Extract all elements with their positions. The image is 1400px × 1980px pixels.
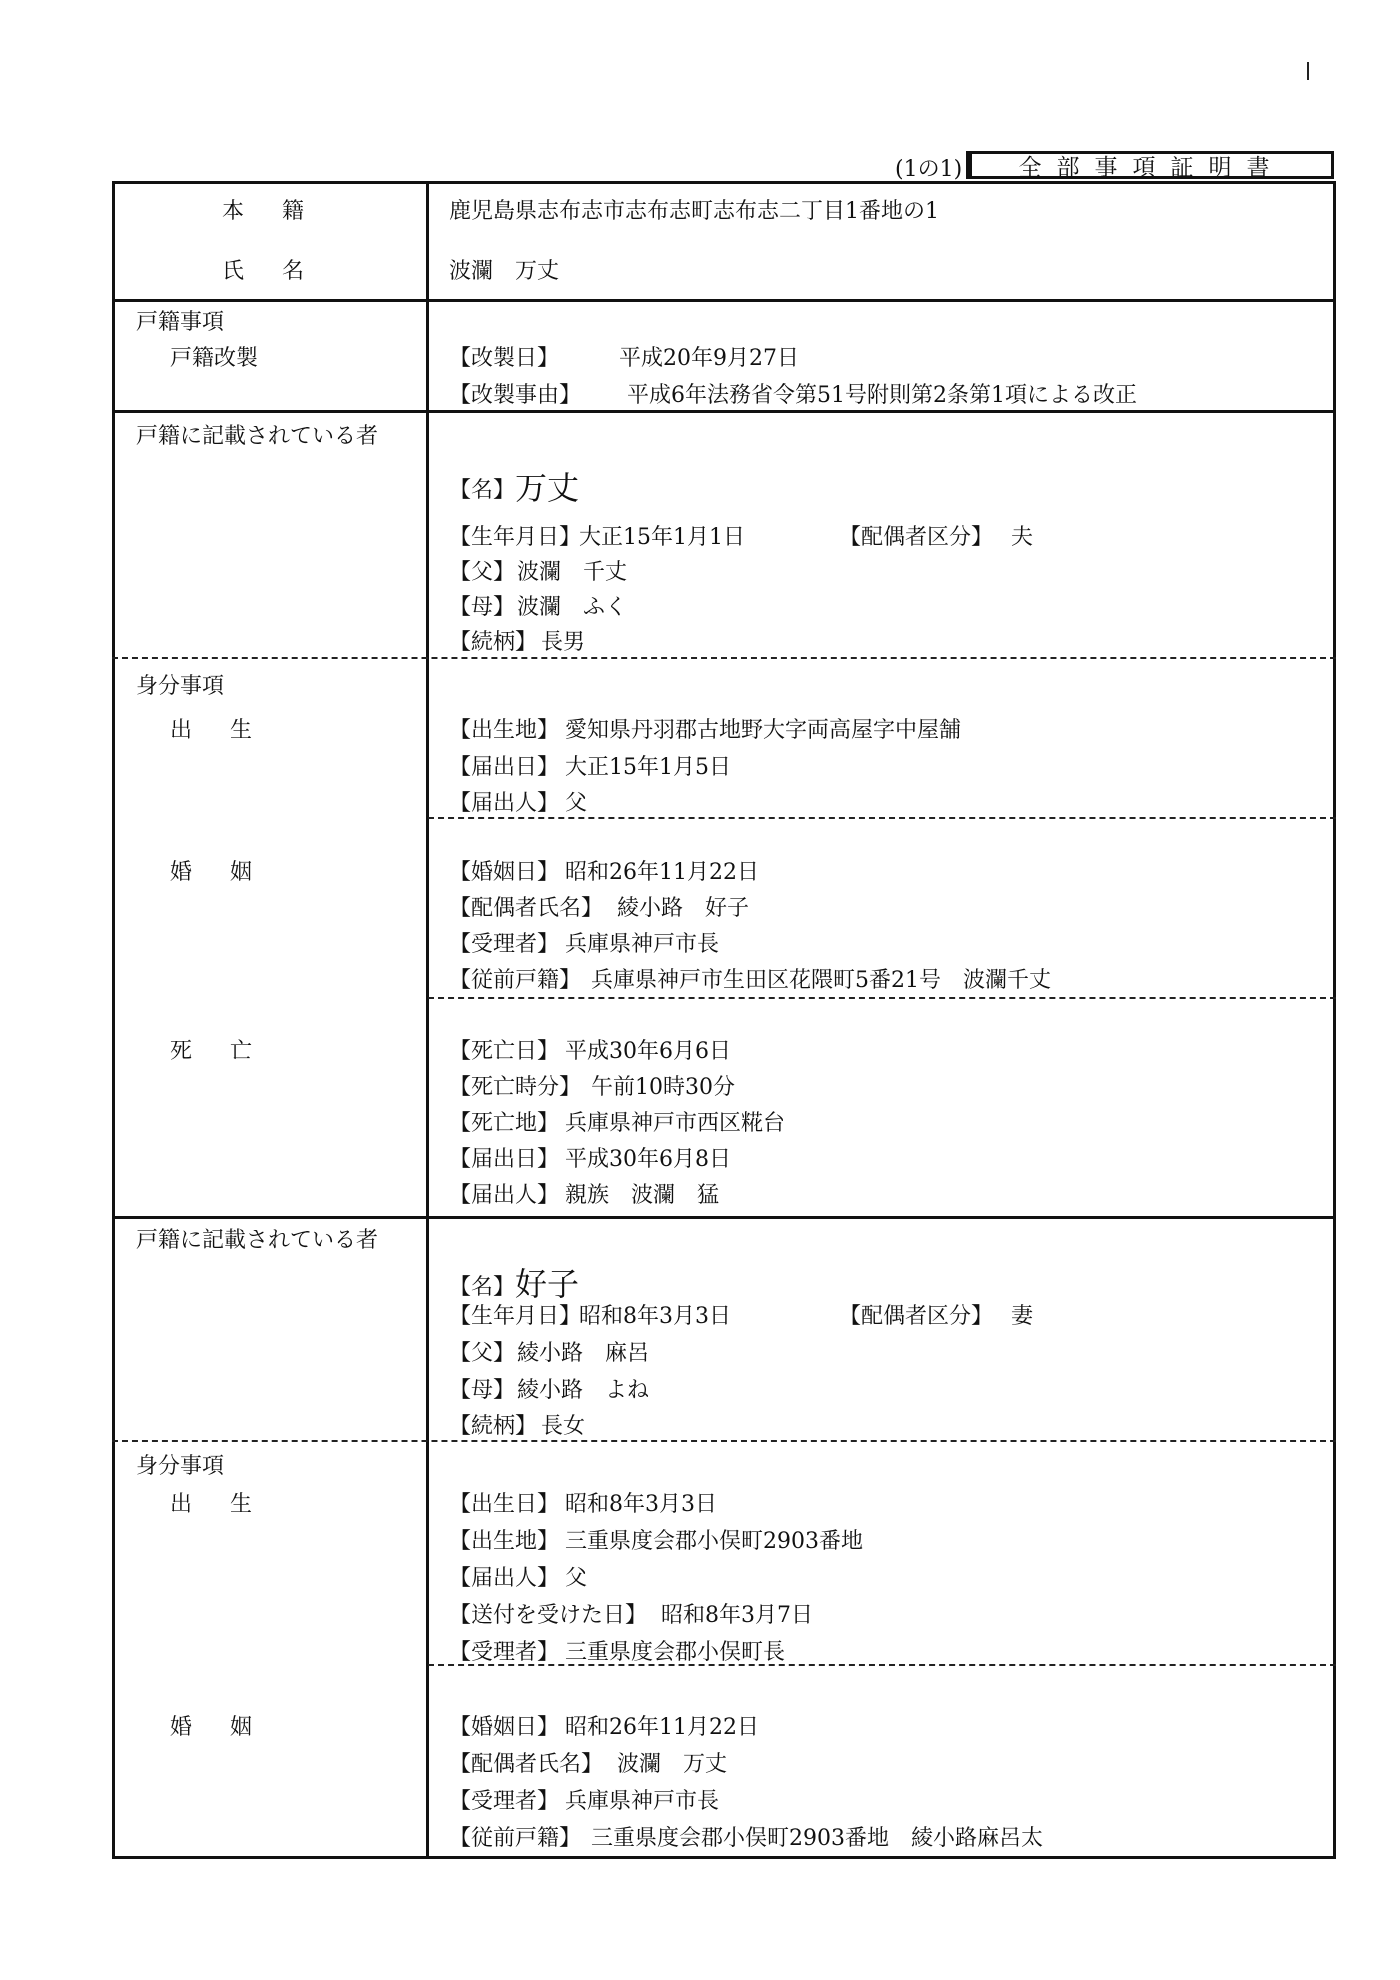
- koseki-jiko-label: 戸籍事項: [136, 310, 225, 335]
- person1-father-value: 波瀾 千丈: [517, 560, 628, 585]
- kaisei-reason-key: 【改製事由】: [449, 383, 582, 408]
- p2-birth-date-value: 昭和8年3月3日: [565, 1492, 717, 1517]
- person1-death-event-label: 死亡: [170, 1039, 291, 1064]
- person1-mother-key: 【母】: [449, 595, 516, 620]
- person2-mother-key: 【母】: [449, 1378, 516, 1403]
- page-number: (1の1): [895, 157, 963, 182]
- p2-marriage-receiver-value: 兵庫県神戸市長: [565, 1789, 720, 1814]
- p2-birth-sent-key: 【送付を受けた日】: [449, 1603, 648, 1628]
- dash-person1-status: [112, 657, 1336, 659]
- shimei-value: 波瀾 万丈: [449, 259, 560, 284]
- p1-death-notify-date-key: 【届出日】: [449, 1147, 560, 1172]
- honseki-label: 本籍: [222, 199, 343, 224]
- person2-birth-key: 【生年月日】: [449, 1304, 582, 1329]
- p2-marriage-date-value: 昭和26年11月22日: [565, 1715, 759, 1740]
- p2-marriage-prev-key: 【従前戸籍】: [449, 1826, 582, 1851]
- rule-after-header: [112, 299, 1336, 302]
- p1-death-place-key: 【死亡地】: [449, 1111, 560, 1136]
- p2-marriage-prev-value: 三重県度会郡小俣町2903番地 綾小路麻呂太: [591, 1826, 1043, 1851]
- p1-marriage-date-value: 昭和26年11月22日: [565, 860, 759, 885]
- kaisei-reason-value: 平成6年法務省令第51号附則第2条第1項による改正: [627, 383, 1137, 408]
- p1-death-time-value: 午前10時30分: [591, 1075, 735, 1100]
- p2-birth-notifier-key: 【届出人】: [449, 1566, 560, 1591]
- p2-birth-sent-value: 昭和8年3月7日: [661, 1603, 813, 1628]
- koseki-kaisei-label: 戸籍改製: [170, 346, 259, 371]
- person1-father-key: 【父】: [449, 560, 516, 585]
- p2-birth-place-key: 【出生地】: [449, 1529, 560, 1554]
- person1-name-value: 万丈: [515, 469, 580, 507]
- person2-spouse-key: 【配偶者区分】: [839, 1304, 994, 1329]
- person2-father-key: 【父】: [449, 1341, 516, 1366]
- person2-status-label: 身分事項: [136, 1454, 225, 1479]
- dash-person1-marriage: [428, 817, 1336, 819]
- p2-marriage-spouse-value: 波瀾 万丈: [617, 1752, 728, 1777]
- p2-birth-date-key: 【出生日】: [449, 1492, 560, 1517]
- p1-death-notifier-key: 【届出人】: [449, 1183, 560, 1208]
- person1-relation-value: 長男: [541, 630, 586, 655]
- p1-marriage-spouse-key: 【配偶者氏名】: [449, 896, 604, 921]
- p1-birth-notifier-value: 父: [565, 791, 588, 816]
- corner-mark: [1307, 62, 1309, 80]
- kaisei-date-key: 【改製日】: [449, 346, 560, 371]
- p1-death-date-key: 【死亡日】: [449, 1039, 560, 1064]
- dash-person2-status: [112, 1440, 1336, 1442]
- p1-death-time-key: 【死亡時分】: [449, 1075, 582, 1100]
- person2-birth-value: 昭和8年3月3日: [579, 1304, 731, 1329]
- person2-section-label: 戸籍に記載されている者: [136, 1228, 379, 1253]
- shimei-label: 氏名: [222, 259, 343, 284]
- p2-birth-receiver-key: 【受理者】: [449, 1640, 560, 1665]
- p1-death-notifier-value: 親族 波瀾 猛: [565, 1183, 720, 1208]
- rule-after-koseki-jiko: [112, 410, 1336, 413]
- p1-marriage-date-key: 【婚姻日】: [449, 860, 560, 885]
- honseki-value: 鹿児島県志布志市志布志町志布志二丁目1番地の1: [449, 199, 939, 224]
- p2-birth-notifier-value: 父: [565, 1566, 588, 1591]
- p1-marriage-spouse-value: 綾小路 好子: [617, 896, 750, 921]
- person1-name-key: 【名】: [449, 478, 516, 503]
- p1-marriage-receiver-value: 兵庫県神戸市長: [565, 932, 720, 957]
- certificate-title-box: [966, 151, 1334, 179]
- dash-person1-death: [428, 997, 1336, 999]
- person1-spouse-key: 【配偶者区分】: [839, 525, 994, 550]
- person2-name-key: 【名】: [449, 1275, 516, 1300]
- p1-marriage-prev-key: 【従前戸籍】: [449, 968, 582, 993]
- p1-marriage-prev-value: 兵庫県神戸市生田区花隈町5番21号 波瀾千丈: [591, 968, 1051, 993]
- column-divider: [426, 181, 429, 1859]
- p1-birth-notify-date-key: 【届出日】: [449, 755, 560, 780]
- person1-section-label: 戸籍に記載されている者: [136, 424, 379, 449]
- person1-status-label: 身分事項: [136, 674, 225, 699]
- person2-birth-event-label: 出生: [170, 1492, 291, 1517]
- person2-relation-key: 【続柄】: [449, 1414, 538, 1439]
- p1-birth-place-key: 【出生地】: [449, 718, 560, 743]
- person2-marriage-event-label: 婚姻: [170, 1715, 291, 1740]
- person1-spouse-value: 夫: [1011, 525, 1034, 550]
- person2-father-value: 綾小路 麻呂: [517, 1341, 650, 1366]
- person1-mother-value: 波瀾 ふく: [517, 595, 628, 620]
- p1-birth-notifier-key: 【届出人】: [449, 791, 560, 816]
- p2-marriage-receiver-key: 【受理者】: [449, 1789, 560, 1814]
- person2-spouse-value: 妻: [1011, 1304, 1034, 1329]
- p1-marriage-receiver-key: 【受理者】: [449, 932, 560, 957]
- p2-birth-place-value: 三重県度会郡小俣町2903番地: [565, 1529, 863, 1554]
- p1-death-date-value: 平成30年6月6日: [565, 1039, 731, 1064]
- person1-birth-key: 【生年月日】: [449, 525, 582, 550]
- certificate-title: 全部事項証明書: [1018, 154, 1285, 181]
- p1-death-notify-date-value: 平成30年6月8日: [565, 1147, 731, 1172]
- kaisei-date-value: 平成20年9月27日: [619, 346, 799, 371]
- p1-birth-notify-date-value: 大正15年1月5日: [565, 755, 731, 780]
- person2-name-value: 好子: [515, 1265, 580, 1303]
- person1-birth-value: 大正15年1月1日: [579, 525, 745, 550]
- person1-relation-key: 【続柄】: [449, 630, 538, 655]
- p2-marriage-date-key: 【婚姻日】: [449, 1715, 560, 1740]
- person1-birth-event-label: 出生: [170, 718, 291, 743]
- person2-mother-value: 綾小路 よね: [517, 1378, 650, 1403]
- person2-relation-value: 長女: [541, 1414, 586, 1439]
- p2-marriage-spouse-key: 【配偶者氏名】: [449, 1752, 604, 1777]
- p1-birth-place-value: 愛知県丹羽郡古地野大字両高屋字中屋舗: [565, 718, 962, 743]
- person1-marriage-event-label: 婚姻: [170, 860, 291, 885]
- p1-death-place-value: 兵庫県神戸市西区糀台: [565, 1111, 786, 1136]
- rule-person2: [112, 1216, 1336, 1219]
- p2-birth-receiver-value: 三重県度会郡小俣町長: [565, 1640, 786, 1665]
